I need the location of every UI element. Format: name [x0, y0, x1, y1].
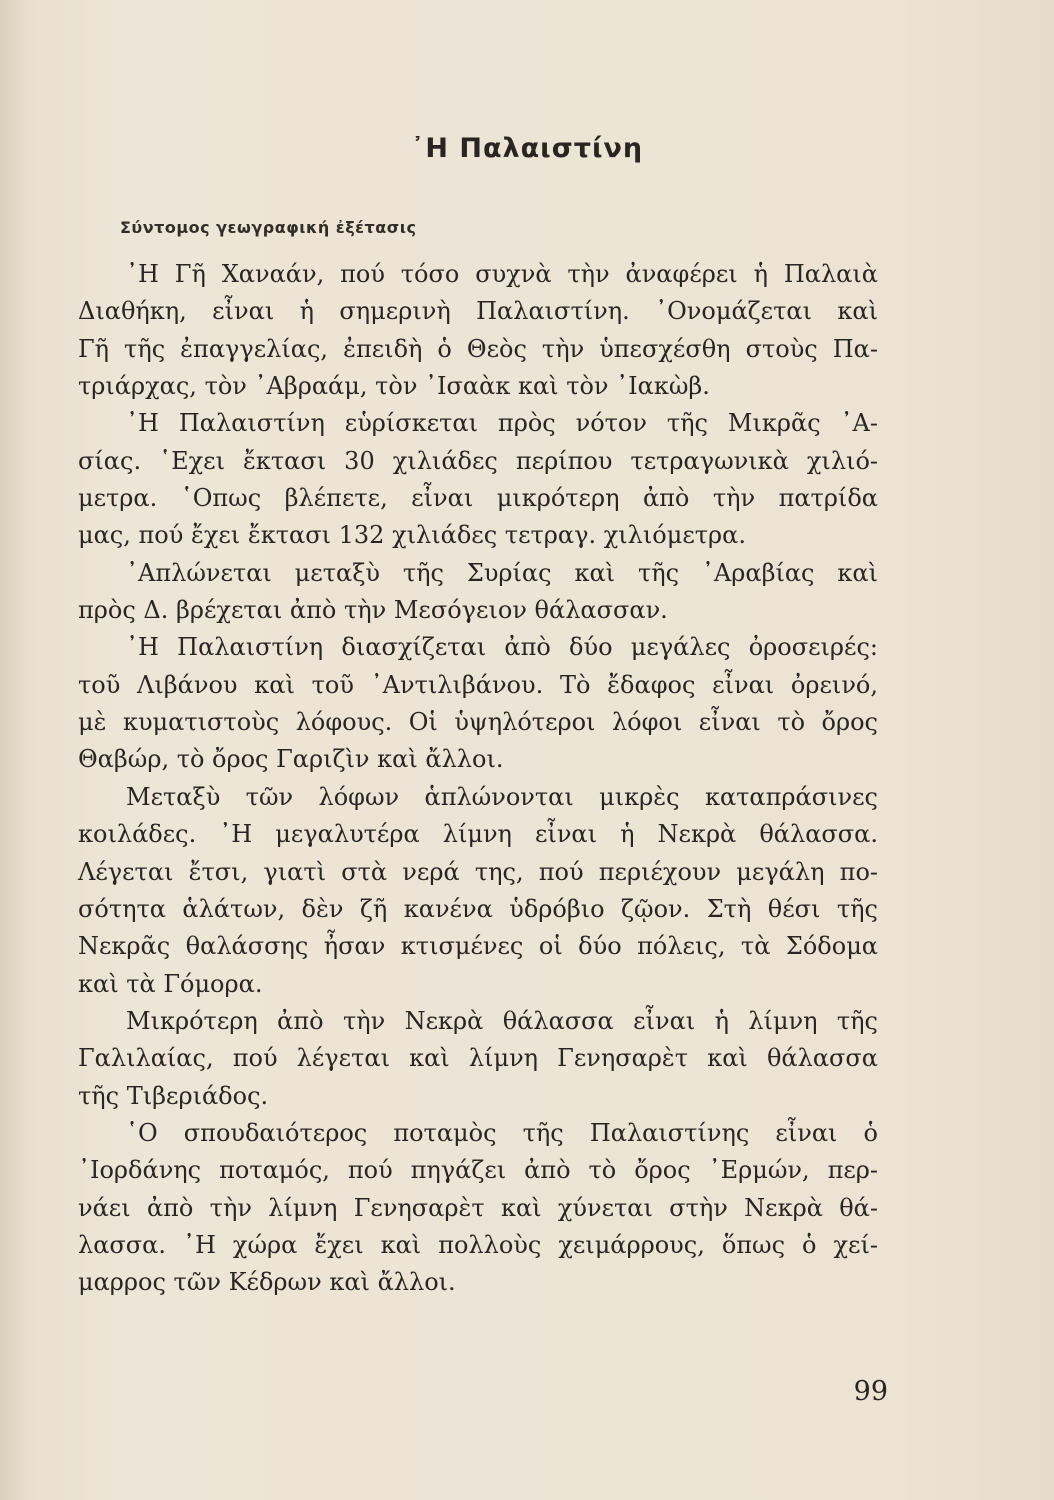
text-line: ᾿Η Παλαιστίνη εὑρίσκεται πρὸς νότον τῆς Μικρᾶς ᾽Α- [126, 409, 878, 438]
text-line: ᾿Απλώνεται μεταξὺ τῆς Συρίας καὶ τῆς ᾽Αραβίας καὶ [126, 558, 878, 587]
text-line: Διαθήκη, εἶναι ἡ σημερινὴ Παλαιστίνη. ᾽Ονομάζεται καὶ [78, 297, 878, 326]
text-line: μαρρος τῶν Κέδρων καὶ ἄλλοι. [78, 1268, 456, 1297]
text-line: λασσα. ᾿Η χώρα ἔχει καὶ πολλοὺς χειμάρρους, ὅπως ὁ χεί- [78, 1230, 878, 1259]
text-line: Γῆ τῆς ἐπαγγελίας, ἐπειδὴ ὁ Θεὸς τὴν ὑπεσχέσθη στοὺς Πα- [78, 334, 878, 363]
text-line: νάει ἀπὸ τὴν λίμνη Γενησαρὲτ καὶ χύνεται στὴν Νεκρὰ θά- [78, 1193, 878, 1222]
text-line: σότητα ἁλάτων, δὲν ζῆ κανένα ὑδρόβιο ζῷον. Στὴ θέσι τῆς [78, 894, 878, 923]
text-line: Μικρότερη ἀπὸ τὴν Νεκρὰ θάλασσα εἶναι ἡ λίμνη τῆς [126, 1006, 878, 1035]
text-line: ᾿Η Παλαιστίνη διασχίζεται ἀπὸ δύο μεγάλες ὀροσειρές: [126, 633, 878, 662]
text-line: ᾿Η Γῆ Χαναάν, πού τόσο συχνὰ τὴν ἀναφέρει ἡ Παλαιὰ [126, 260, 878, 288]
text-line: Θαβώρ, τὸ ὄρος Γαριζὶν καὶ ἄλλοι. [78, 745, 504, 774]
text-line: μετρα. ῾Οπως βλέπετε, εἶναι μικρότερη ἀπὸ τὴν πατρίδα [78, 484, 878, 513]
text-line: καὶ τὰ Γόμορα. [78, 969, 263, 998]
text-line: Νεκρᾶς θαλάσσης ἦσαν κτισμένες οἱ δύο πόλεις, τὰ Σόδομα [78, 932, 878, 961]
text-line: τριάρχας, τὸν ᾽Αβραάμ, τὸν ᾽Ισαὰκ καὶ τὸν ᾽Ιακὼβ. [78, 372, 710, 401]
text-line: Γαλιλαίας, πού λέγεται καὶ λίμνη Γενησαρὲτ καὶ θάλασσα [78, 1044, 878, 1073]
page-number: 99 [853, 1376, 888, 1407]
text-line: μας, πού ἔχει ἔκτασι 132 χιλιάδες τετραγ. χιλιόμετρα. [78, 521, 746, 550]
text-line: πρὸς Δ. βρέχεται ἀπὸ τὴν Μεσόγειον θάλασσαν. [78, 596, 668, 625]
text-line: τῆς Τιβεριάδος. [78, 1081, 269, 1110]
text-line: Λέγεται ἔτσι, γιατὶ στὰ νερά της, πού περιέχουν μεγάλη πο- [78, 857, 878, 886]
text-line: Μεταξὺ τῶν λόφων ἁπλώνονται μικρὲς καταπράσινες [126, 782, 878, 811]
text-line: ῾Ο σπουδαιότερος ποταμὸς τῆς Παλαιστίνης εἶναι ὁ [126, 1118, 878, 1147]
page-subtitle: Σύντομος γεωγραφική ἐξέτασις [120, 218, 417, 237]
text-line: τοῦ Λιβάνου καὶ τοῦ ᾽Αντιλιβάνου. Τὸ ἔδαφος εἶναι ὀρεινό, [78, 670, 878, 699]
text-line: μὲ κυματιστοὺς λόφους. Οἱ ὑψηλότεροι λόφοι εἶναι τὸ ὄρος [78, 708, 878, 737]
text-line: κοιλάδες. ᾿Η μεγαλυτέρα λίμνη εἶναι ἡ Νεκρὰ θάλασσα. [78, 820, 878, 849]
text-line: ᾽Ιορδάνης ποταμός, πού πηγάζει ἀπὸ τὸ ὄρος ᾽Ερμών, περ- [78, 1156, 878, 1185]
text-line: σίας. ῾Εχει ἔκτασι 30 χιλιάδες περίπου τετραγωνικὰ χιλιό- [78, 446, 878, 475]
page-title: ᾿Η Παλαιστίνη [410, 133, 644, 164]
body-text [78, 256, 878, 1302]
